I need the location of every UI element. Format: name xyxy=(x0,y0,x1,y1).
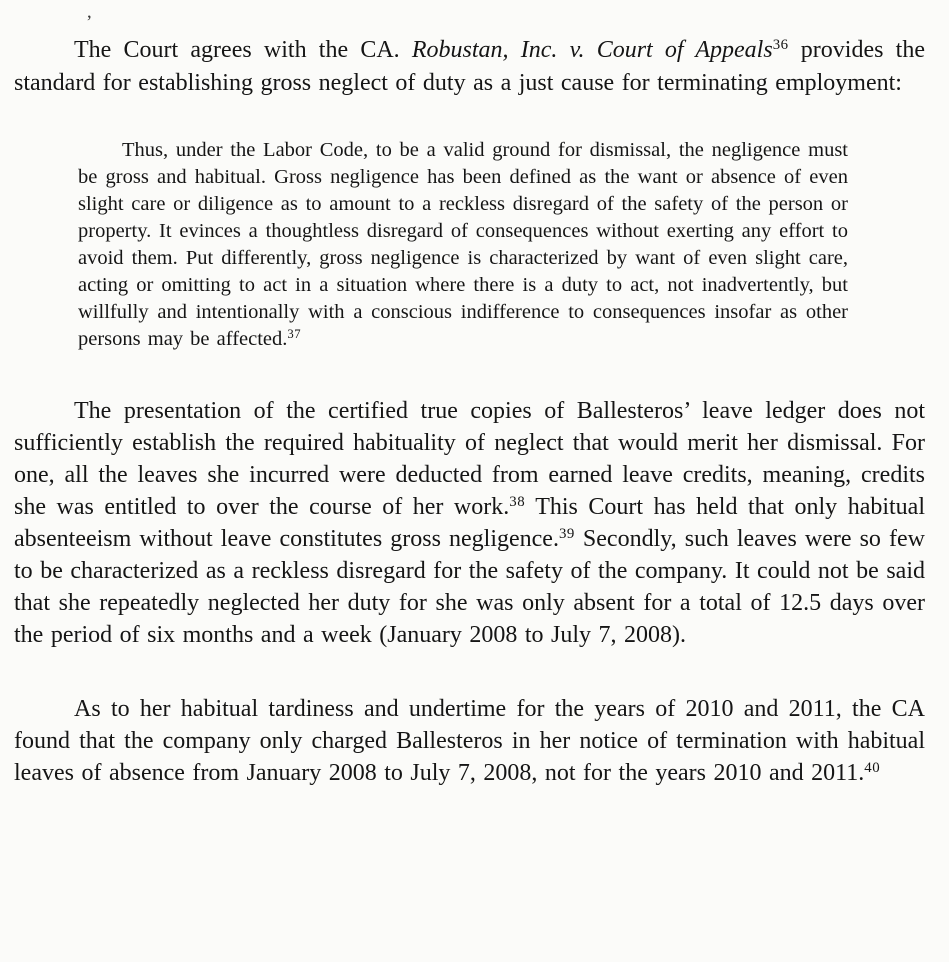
paragraph-intro xyxy=(14,34,925,100)
case-citation: Robustan, Inc. v. Court of Appeals xyxy=(411,37,773,63)
scan-artifact-mark: ’ xyxy=(86,12,93,33)
blockquote-labor-code xyxy=(78,137,848,353)
leave-ledger-text-2: This Court has held that only habitual absenteeism without leave constitutes gross negligence. xyxy=(14,494,925,552)
tardiness-text: As to her habitual tardiness and undertime for the years of 2010 and 2011, the CA found that the company only charged Ballesteros in her notice of termination with habitual leaves of absence from January 2008 to July 7, 2008, not for the years 2010 and 2011. xyxy=(14,696,925,786)
paragraph-leave-ledger xyxy=(14,395,925,651)
leave-ledger-text-1: The presentation of the certified true copies of Ballesteros’ leave ledger does not sufficiently establish the required habituality of neglect that would merit her dismissal. For one, all the leaves she incurred were deducted from earned leave credits, meaning, credits she was entitled to over the course of her work. xyxy=(14,398,925,520)
footnote-ref-36: 36 xyxy=(772,36,789,53)
footnote-ref-40: 40 xyxy=(864,759,881,776)
footnote-ref-39: 39 xyxy=(558,525,575,542)
leave-ledger-text-3: Secondly, such leaves were so few to be characterized as a reckless disregard for the safety of the company. It could not be said that she repeatedly neglected her duty for she was only absent for a total of 12.5 days over the period of six months and a week (January 2008 to July 7, 2008). xyxy=(14,526,925,648)
footnote-ref-38: 38 xyxy=(509,493,526,510)
intro-text-after-citation: provides the standard for establishing gross neglect of duty as a just cause for terminating employment: xyxy=(14,37,925,96)
quote-text: Thus, under the Labor Code, to be a valid ground for dismissal, the negligence must be gross and habitual. Gross negligence has been defined as the want or absence of even slight care or diligence as to amount to a reckless disregard of the safety of the person or property. It evinces a thoughtless disregard of consequences without exerting any effort to avoid them. Put differently, gross negligence is characterized by want of even slight care, acting or omitting to act in a situation where there is a duty to act, not inadvertently, but willfully and intentionally with a conscious indifference to consequences insofar as other persons may be affected. xyxy=(78,139,848,350)
intro-text-before-citation: The Court agrees with the CA. xyxy=(74,37,412,63)
paragraph-tardiness xyxy=(14,693,925,789)
footnote-ref-37: 37 xyxy=(287,327,302,342)
